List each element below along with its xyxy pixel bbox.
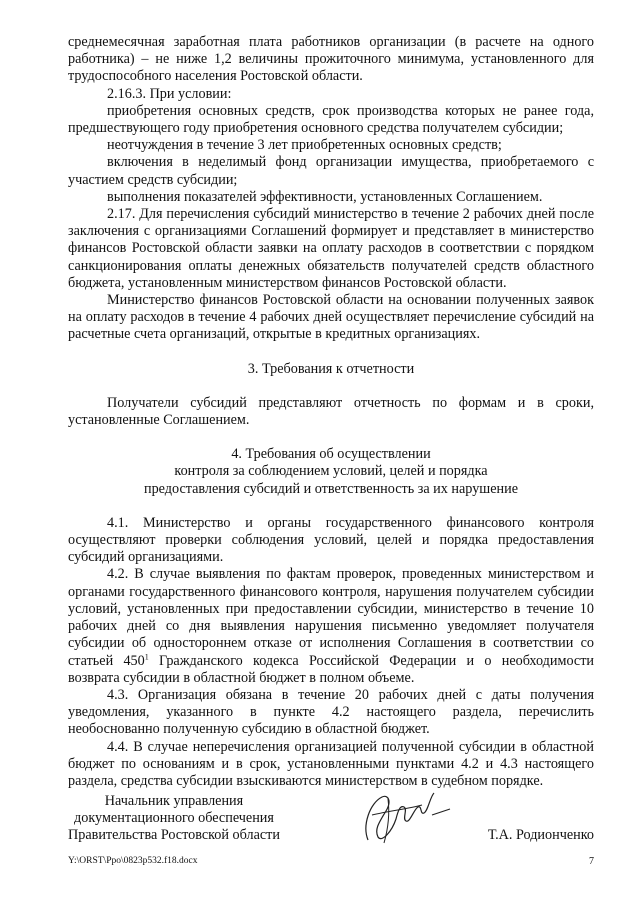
paragraph: Получатели субсидий представляют отчетность по формам и в сроки, установленные Соглашением.: [68, 394, 594, 429]
paragraph: среднемесячная заработная плата работников организации (в расчете на одного работника) – не ниже 1,2 величины прожиточного минимума, установленного для трудоспособного населения Ростовской области.: [68, 34, 594, 85]
signer-position-line: Правительства Ростовской области: [68, 827, 280, 844]
paragraph: выполнения показателей эффективности, установленных Соглашением.: [107, 188, 543, 205]
paragraph: неотчуждения в течение 3 лет приобретенных основных средств;: [107, 137, 502, 154]
paragraph: 2.16.3. При условии:: [107, 85, 232, 102]
section-heading: 4. Требования об осуществлении: [231, 446, 431, 463]
section-heading: предоставления субсидий и ответственность за их нарушение: [143, 480, 518, 497]
paragraph: 4.3. Организация обязана в течение 20 рабочих дней с даты получения уведомления, указанного в пункте 4.2 настоящего раздела, перечислить необоснованно полученную субсидию в областной бюджет.: [68, 686, 594, 738]
document-body: [68, 34, 594, 790]
signer-position-line: Начальник управления: [104, 793, 244, 809]
paragraph: Министерство финансов Ростовской области на основании полученных заявок на оплату расходов в течение 4 рабочих дней осуществляет перечисление субсидий на расчетные счета организаций, открытые в кредитных организациях.: [68, 292, 594, 343]
file-path: Y:\ORST\Ppo\0823p532.f18.docx: [68, 856, 198, 866]
signer-name: Т.А. Родионченко: [487, 827, 594, 843]
paragraph-text: 4.2. В случае выявления по фактам проверок, проведенных министерством и органами государственного финансового контроля, нарушения получателем субсидии условий, установленных при предоставлении субсидии, министерство в течение 10 рабочих дней со дня выявления нарушения письменно уведомляет получателя субсидии об одностороннем отказе от исполнения Соглашения в соответствии со статьей 450: [68, 566, 594, 669]
signature-block: [68, 793, 594, 853]
section-heading: контроля за соблюдением условий, целей и порядка: [174, 463, 488, 480]
signer-position: [68, 793, 280, 845]
page-number: 7: [589, 856, 594, 867]
paragraph: приобретения основных средств, срок производства которых не ранее года, предшествующего году приобретения основного средства получателем субсидии;: [68, 102, 594, 137]
paragraph: включения в неделимый фонд организации имущества, приобретаемого с участием средств субсидии;: [68, 154, 594, 188]
paragraph: [68, 566, 594, 686]
paragraph: 4.1. Министерство и органы государственного финансового контроля осуществляют проверки соблюдения условий, целей и порядка предоставления субсидий организациями.: [68, 514, 594, 566]
article-superscript: 1: [144, 651, 149, 661]
signer-position-line: документационного обеспечения: [74, 810, 274, 827]
paragraph: 4.4. В случае неперечисления организацией полученной субсидии в областной бюджет по основаниям и в срок, установленными пунктами 4.2 и 4.3 настоящего раздела, средства субсидии взыскиваются министерством в судебном порядке.: [68, 738, 594, 789]
section-heading: 3. Требования к отчетности: [247, 360, 415, 377]
paragraph: 2.17. Для перечисления субсидий министерство в течение 2 рабочих дней после заключения с организациями Соглашений формирует и представляет в министерство финансов Ростовской области заявки на оплату расходов в соответствии с порядком санкционирования оплаты денежных обязательств получателей средств областного бюджета, установленным министерством финансов Ростовской области.: [68, 206, 594, 291]
paragraph-text: Гражданского кодекса Российской Федерации и о необходимости возврата субсидии в областной бюджет в полном объеме.: [68, 652, 594, 686]
handwritten-signature: [348, 785, 458, 847]
